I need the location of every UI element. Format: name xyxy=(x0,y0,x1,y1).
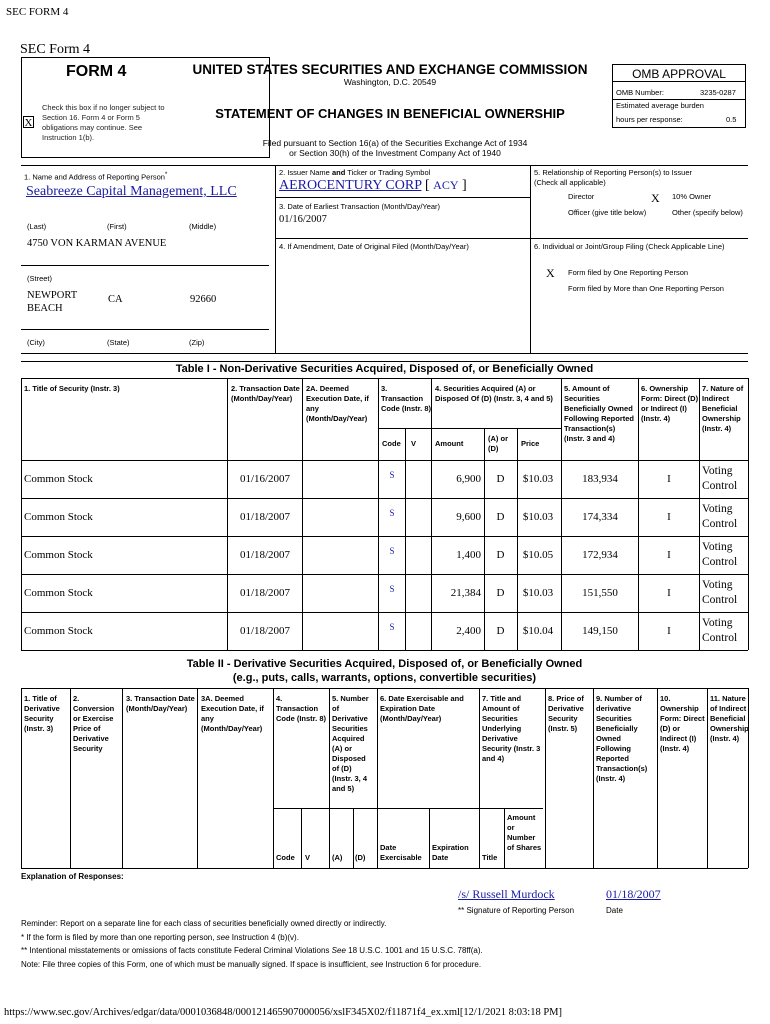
table1-row-divider xyxy=(21,650,748,651)
last-label: (Last) xyxy=(27,222,47,231)
t2-h3: 3. Transaction Date (Month/Day/Year) xyxy=(126,694,195,713)
issuer-name-line xyxy=(279,178,467,194)
table1-row-divider xyxy=(21,498,748,499)
note-3-c: Instruction 6 for procedure. xyxy=(383,960,482,969)
table2-gridline xyxy=(301,808,302,868)
table1-row-divider xyxy=(21,536,748,537)
street-label: (Street) xyxy=(27,274,53,283)
cell-date: 01/18/2007 xyxy=(239,587,291,599)
agency-name: UNITED STATES SECURITIES AND EXCHANGE COMMISSION xyxy=(192,62,588,77)
cell-nature: Voting Control xyxy=(702,503,738,530)
t2-h7: 7. Title and Amount of Securities Underlying Derivative Security (Instr. 3 and 4) xyxy=(482,694,541,763)
filing-label: 6. Individual or Joint/Group Filing (Check Applicable Line) xyxy=(534,242,725,251)
note-1-a: * If the form is filed by more than one reporting person, xyxy=(21,933,217,942)
note-2-b: See xyxy=(331,946,346,955)
t1-h4: 4. Securities Acquired (A) or Disposed Of (D) (Instr. 3, 4 and 5) xyxy=(435,384,553,403)
issuer-label-and: and xyxy=(331,168,346,177)
state-label: (State) xyxy=(107,338,130,347)
note-3 xyxy=(21,960,481,970)
t2-h2: 2. Conversion or Exercise Price of Derivative Security xyxy=(73,694,115,753)
cell-date: 01/16/2007 xyxy=(239,473,291,485)
cell-nature: Voting Control xyxy=(702,579,738,606)
table1-gridline xyxy=(227,378,228,650)
cell-title: Common Stock xyxy=(24,549,93,561)
filed-pursuant-line2: or Section 30(h) of the Investment Company Act of 1940 xyxy=(289,148,501,158)
table2-gridline xyxy=(479,688,480,868)
cell-date: 01/18/2007 xyxy=(239,625,291,637)
cell-nature: Voting Control xyxy=(702,617,738,644)
note-2-c: 18 U.S.C. 1001 and 15 U.S.C. 78ff(a). xyxy=(345,946,483,955)
cell-owned: 172,934 xyxy=(582,549,618,561)
cell-date: 01/18/2007 xyxy=(239,549,291,561)
note-2 xyxy=(21,946,483,956)
table1-row-divider xyxy=(21,612,748,613)
cell-form: I xyxy=(667,473,671,485)
cell-title: Common Stock xyxy=(24,511,93,523)
omb-number-label: OMB Number: xyxy=(616,88,664,97)
relationship-label-title: 5. Relationship of Reporting Person(s) to Issuer xyxy=(534,168,692,177)
omb-number-value: 3235-0287 xyxy=(700,88,736,97)
filed-pursuant-line1: Filed pursuant to Section 16(a) of the Securities Exchange Act of 1934 xyxy=(262,138,528,148)
table2-gridline xyxy=(545,688,546,868)
t1-sub-v: V xyxy=(411,439,417,448)
t1-h3: 3. Transaction Code (Instr. 8) xyxy=(381,384,432,413)
t2-h9: 9. Number of derivative Securities Beneficially Owned Following Reported Transaction(s) (Instr. 4) xyxy=(596,694,648,783)
relationship-label xyxy=(534,168,744,188)
t2-sub-date-ex: Date Exercisable xyxy=(380,843,422,862)
earliest-transaction-date: 01/16/2007 xyxy=(279,214,327,225)
table2-gridline xyxy=(429,808,430,868)
cell-nature: Voting Control xyxy=(702,541,738,568)
t2-sub-amount: Amount or Number of Shares xyxy=(507,813,542,852)
cell-amount: 9,600 xyxy=(456,511,481,523)
t2-h10: 10. Ownership Form: Direct (D) or Indirect (I) (Instr. 4) xyxy=(660,694,705,753)
table2-gridline xyxy=(70,688,71,868)
one-reporting-person-label: Form filed by One Reporting Person xyxy=(568,268,689,277)
cell-price: $10.04 xyxy=(522,625,554,637)
note-1 xyxy=(21,933,299,943)
cell-ad: D xyxy=(496,473,505,485)
middle-label: (Middle) xyxy=(189,222,217,231)
table1-gridline xyxy=(561,378,562,650)
agency-location: Washington, D.C. 20549 xyxy=(343,77,437,87)
cell-amount: 21,384 xyxy=(450,587,481,599)
zip-value: 92660 xyxy=(190,294,217,305)
issuer-label xyxy=(279,168,430,178)
issuer-name-link[interactable]: AEROCENTURY CORP xyxy=(279,178,422,193)
table1-row-divider xyxy=(21,574,748,575)
date-label: Date xyxy=(606,906,623,915)
t2-h3a: 3A. Deemed Execution Date, if any (Month/Day/Year) xyxy=(201,694,264,733)
amendment-label: 4. If Amendment, Date of Original Filed (Month/Day/Year) xyxy=(279,242,469,251)
table2-gridline xyxy=(353,808,354,868)
signature-date: 01/18/2007 xyxy=(606,887,661,901)
cell-code: S xyxy=(389,470,395,480)
reporting-person-label xyxy=(24,170,167,183)
reporting-person-asterisk: * xyxy=(164,171,168,178)
director-label: Director xyxy=(568,192,595,201)
table2-gridline xyxy=(273,688,274,868)
t2-h4: 4. Transaction Code (Instr. 8) xyxy=(276,694,327,723)
table1-gridline xyxy=(431,378,432,650)
t1-sub-price: Price xyxy=(521,439,540,448)
t2-sub-title: Title xyxy=(482,853,498,862)
table1-title: Table I - Non-Derivative Securities Acquired, Disposed of, or Beneficially Owned xyxy=(175,363,594,375)
ticker-link[interactable]: ACY xyxy=(433,178,459,192)
cell-ad: D xyxy=(496,549,505,561)
t1-sub-ad: (A) or (D) xyxy=(488,434,508,453)
earliest-transaction-label: 3. Date of Earliest Transaction (Month/Day/Year) xyxy=(279,202,441,211)
table2-gridline xyxy=(329,688,330,868)
table2-gridline xyxy=(504,808,505,868)
table1-gridline xyxy=(484,428,485,650)
t2-sub-code: Code xyxy=(276,853,295,862)
note-2-a: ** Intentional misstatements or omissions of facts constitute Federal Criminal Violations xyxy=(21,946,332,955)
city-value: NEWPORT BEACH xyxy=(27,290,77,314)
cell-nature: Voting Control xyxy=(702,465,738,492)
state-value: CA xyxy=(108,294,123,305)
note-3-a: Note: File three copies of this Form, one of which must be manually signed. If space is insufficient, xyxy=(21,960,371,969)
cell-title: Common Stock xyxy=(24,587,93,599)
officer-label: Officer (give title below) xyxy=(568,208,647,217)
no-longer-subject-checkbox[interactable]: X xyxy=(24,117,33,129)
omb-title: OMB APPROVAL xyxy=(632,67,726,81)
sec-form-heading: SEC Form 4 xyxy=(20,42,91,57)
cell-form: I xyxy=(667,511,671,523)
table2-subtitle: (e.g., puts, calls, warrants, options, convertible securities) xyxy=(232,672,537,684)
table2-gridline xyxy=(197,688,198,868)
table1-gridline xyxy=(405,428,406,650)
cell-amount: 2,400 xyxy=(456,625,481,637)
cell-price: $10.05 xyxy=(522,549,554,561)
t2-h1: 1. Title of Derivative Security (Instr. 3) xyxy=(24,694,60,733)
relationship-sublabel: (Check all applicable) xyxy=(534,178,606,187)
t1-h2a: 2A. Deemed Execution Date, if any (Month/Day/Year) xyxy=(306,384,369,423)
cell-code: S xyxy=(389,584,395,594)
t2-sub-v: V xyxy=(305,853,311,862)
one-reporting-person-checkbox[interactable]: X xyxy=(546,266,555,280)
reminder: Reminder: Report on a separate line for each class of securities beneficially owned directly or indirectly. xyxy=(21,919,387,928)
t1-h6: 6. Ownership Form: Direct (D) or Indirect (I) (Instr. 4) xyxy=(641,384,699,423)
t2-sub-exp: Expiration Date xyxy=(432,843,469,862)
ten-percent-owner-label: 10% Owner xyxy=(672,192,712,201)
first-label: (First) xyxy=(107,222,127,231)
explanation-label: Explanation of Responses: xyxy=(21,872,124,881)
checkbox-text: Check this box if no longer subject to Section 16. Form 4 or Form 5 obligations may continue. See Instruction 1(b). xyxy=(42,103,165,142)
note-1-b: see xyxy=(216,933,230,942)
ticker-bracket-close: ] xyxy=(462,178,467,193)
table2-gridline xyxy=(707,688,708,868)
cell-price: $10.03 xyxy=(522,587,554,599)
zip-label: (Zip) xyxy=(189,338,205,347)
issuer-label-suffix: Ticker or Trading Symbol xyxy=(345,168,431,177)
note-3-b: see xyxy=(370,960,384,969)
signature-label: ** Signature of Reporting Person xyxy=(458,906,575,915)
cell-amount: 1,400 xyxy=(456,549,481,561)
reporting-person-name-link[interactable]: Seabreeze Capital Management, LLC xyxy=(26,184,237,199)
page-url: https://www.sec.gov/Archives/edgar/data/0001036848/000121465907000056/xslF345X02/f11871f4_ex.xml[12/1/2021 8:03:18 PM] xyxy=(4,1007,563,1018)
cell-date: 01/18/2007 xyxy=(239,511,291,523)
statement-title: STATEMENT OF CHANGES IN BENEFICIAL OWNERSHIP xyxy=(215,106,565,121)
ten-percent-owner-checkbox[interactable]: X xyxy=(651,191,660,205)
t1-h5: 5. Amount of Securities Beneficially Owned Following Reported Transaction(s) (Instr. 3 and 4) xyxy=(564,384,634,443)
signature: /s/ Russell Murdock xyxy=(458,887,555,901)
cell-ad: D xyxy=(496,511,505,523)
other-label: Other (specify below) xyxy=(672,208,743,217)
t1-h2: 2. Transaction Date (Month/Day/Year) xyxy=(231,384,300,403)
cell-form: I xyxy=(667,587,671,599)
cell-owned: 151,550 xyxy=(582,587,618,599)
ticker-bracket-open: [ xyxy=(424,178,430,193)
form-label: FORM 4 xyxy=(66,63,127,80)
t1-h7: 7. Nature of Indirect Beneficial Ownership (Instr. 4) xyxy=(702,384,744,433)
note-1-c: Instruction 4 (b)(v). xyxy=(229,933,299,942)
cell-title: Common Stock xyxy=(24,625,93,637)
cell-ad: D xyxy=(496,625,505,637)
table2-gridline xyxy=(122,688,123,868)
cell-form: I xyxy=(667,549,671,561)
t2-h8: 8. Price of Derivative Security (Instr. 5) xyxy=(548,694,584,733)
cell-price: $10.03 xyxy=(522,473,554,485)
omb-hours-value: 0.5 xyxy=(726,115,737,124)
t2-sub-a: (A) xyxy=(332,853,343,862)
table1-gridline xyxy=(638,378,639,650)
t2-h6: 6. Date Exercisable and Expiration Date (Month/Day/Year) xyxy=(380,694,464,723)
cell-owned: 149,150 xyxy=(582,625,618,637)
browser-page-title: SEC FORM 4 xyxy=(6,6,69,18)
omb-burden-label: Estimated average burden xyxy=(616,101,704,110)
table2-gridline xyxy=(657,688,658,868)
cell-code: S xyxy=(389,508,395,518)
omb-hours-label: hours per response: xyxy=(616,115,683,124)
cell-code: S xyxy=(389,622,395,632)
table2-gridline xyxy=(377,688,378,868)
table1-gridline xyxy=(378,378,379,650)
t1-h1: 1. Title of Security (Instr. 3) xyxy=(24,384,120,393)
t2-h5: 5. Number of Derivative Securities Acquired (A) or Disposed of (D) (Instr. 3, 4 and 5) xyxy=(332,694,369,793)
cell-ad: D xyxy=(496,587,505,599)
t1-sub-code: Code xyxy=(382,439,401,448)
table1-gridline xyxy=(517,428,518,650)
issuer-label-prefix: 2. Issuer Name xyxy=(279,168,332,177)
cell-owned: 174,334 xyxy=(582,511,618,523)
t2-h11: 11. Nature of Indirect Beneficial Ownership (Instr. 4) xyxy=(710,694,749,743)
table1-gridline xyxy=(302,378,303,650)
filed-pursuant xyxy=(210,138,580,158)
reporting-person-label-text: 1. Name and Address of Reporting Person xyxy=(24,172,165,182)
t2-sub-d: (D) xyxy=(355,853,366,862)
table2-title-block xyxy=(21,657,748,685)
table2-title: Table II - Derivative Securities Acquired, Disposed of, or Beneficially Owned xyxy=(186,658,583,670)
cell-form: I xyxy=(667,625,671,637)
street-value: 4750 VON KARMAN AVENUE xyxy=(27,238,167,249)
city-label: (City) xyxy=(27,338,45,347)
table2-gridline xyxy=(593,688,594,868)
cell-owned: 183,934 xyxy=(582,473,618,485)
t1-sub-amount: Amount xyxy=(435,439,464,448)
cell-price: $10.03 xyxy=(522,511,554,523)
cell-title: Common Stock xyxy=(24,473,93,485)
more-reporting-person-label: Form filed by More than One Reporting Person xyxy=(568,284,724,293)
cell-amount: 6,900 xyxy=(456,473,481,485)
table1-gridline xyxy=(699,378,700,650)
cell-code: S xyxy=(389,546,395,556)
